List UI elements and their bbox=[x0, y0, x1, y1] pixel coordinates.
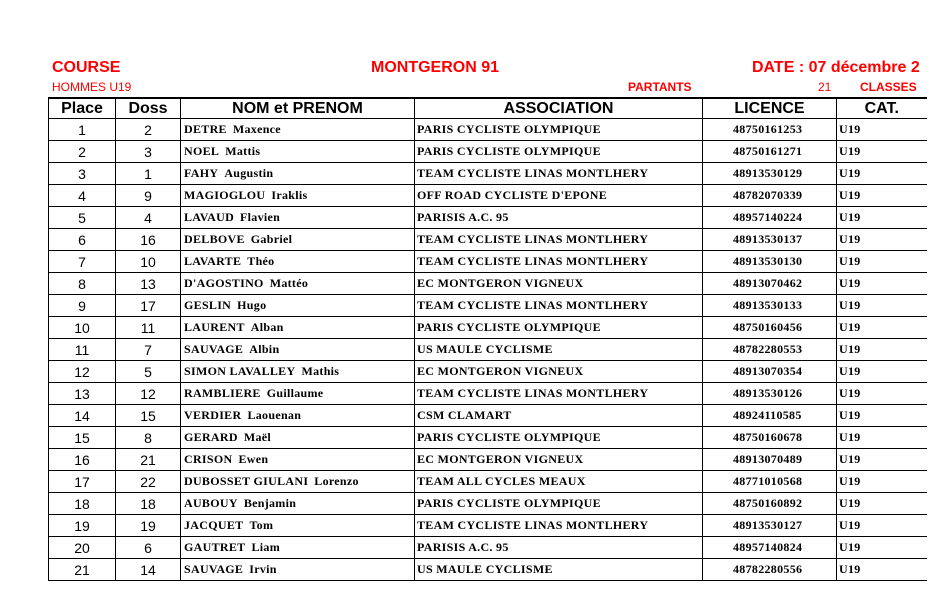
cell-licence: 48913530127 bbox=[703, 515, 837, 537]
partants-label: PARTANTS bbox=[628, 80, 692, 94]
cell-cat: U19 bbox=[837, 559, 927, 581]
cell-name bbox=[181, 537, 415, 559]
last-name: AUBOUY bbox=[184, 496, 238, 510]
last-name: MAGIOGLOU bbox=[184, 188, 266, 202]
cell-association: TEAM ALL CYCLES MEAUX bbox=[415, 471, 703, 493]
cell-cat: U19 bbox=[837, 163, 927, 185]
col-header-licence: LICENCE bbox=[703, 98, 837, 119]
cell-doss: 11 bbox=[116, 317, 181, 339]
cell-licence: 48782070339 bbox=[703, 185, 837, 207]
last-name: NOEL bbox=[184, 144, 220, 158]
first-name: Maxence bbox=[232, 122, 281, 136]
table-row bbox=[49, 493, 927, 515]
cell-doss: 12 bbox=[116, 383, 181, 405]
first-name: Benjamin bbox=[243, 496, 297, 510]
cell-cat: U19 bbox=[837, 295, 927, 317]
cell-doss: 18 bbox=[116, 493, 181, 515]
cell-association: PARISIS A.C. 95 bbox=[415, 537, 703, 559]
cell-name bbox=[181, 141, 415, 163]
classes-label: CLASSES bbox=[860, 80, 917, 94]
cell-doss: 15 bbox=[116, 405, 181, 427]
table-row bbox=[49, 383, 927, 405]
cell-name bbox=[181, 273, 415, 295]
cell-cat: U19 bbox=[837, 207, 927, 229]
cell-cat: U19 bbox=[837, 339, 927, 361]
first-name: Laouenan bbox=[247, 408, 302, 422]
cell-place: 11 bbox=[49, 339, 116, 361]
cell-place: 10 bbox=[49, 317, 116, 339]
cell-name bbox=[181, 493, 415, 515]
first-name: Mattéo bbox=[269, 276, 309, 290]
cell-doss: 1 bbox=[116, 163, 181, 185]
first-name: Flavien bbox=[240, 210, 281, 224]
cell-licence: 48913530133 bbox=[703, 295, 837, 317]
cell-doss: 13 bbox=[116, 273, 181, 295]
col-header-association: ASSOCIATION bbox=[415, 98, 703, 119]
cell-name bbox=[181, 383, 415, 405]
cell-place: 8 bbox=[49, 273, 116, 295]
cell-licence: 48913070462 bbox=[703, 273, 837, 295]
cell-association: US MAULE CYCLISME bbox=[415, 559, 703, 581]
table-row bbox=[49, 405, 927, 427]
col-header-nom: NOM et PRENOM bbox=[181, 98, 415, 119]
cell-place: 17 bbox=[49, 471, 116, 493]
cell-licence: 48750160678 bbox=[703, 427, 837, 449]
cell-name bbox=[181, 339, 415, 361]
first-name: Théo bbox=[247, 254, 275, 268]
last-name: JACQUET bbox=[184, 518, 244, 532]
cell-place: 5 bbox=[49, 207, 116, 229]
cell-cat: U19 bbox=[837, 119, 927, 141]
cell-licence: 48750160892 bbox=[703, 493, 837, 515]
table-row bbox=[49, 339, 927, 361]
last-name: SAUVAGE bbox=[184, 562, 244, 576]
cell-association: TEAM CYCLISTE LINAS MONTLHERY bbox=[415, 515, 703, 537]
last-name: LAURENT bbox=[184, 320, 245, 334]
cell-association: PARIS CYCLISTE OLYMPIQUE bbox=[415, 141, 703, 163]
cell-doss: 2 bbox=[116, 119, 181, 141]
col-header-doss: Doss bbox=[116, 98, 181, 119]
last-name: D'AGOSTINO bbox=[184, 276, 264, 290]
cell-name bbox=[181, 185, 415, 207]
cell-cat: U19 bbox=[837, 493, 927, 515]
category-label: HOMMES U19 bbox=[52, 80, 132, 94]
cell-name bbox=[181, 361, 415, 383]
first-name: Mathis bbox=[301, 364, 340, 378]
cell-doss: 4 bbox=[116, 207, 181, 229]
cell-name bbox=[181, 207, 415, 229]
first-name: Alban bbox=[250, 320, 284, 334]
last-name: RAMBLIERE bbox=[184, 386, 261, 400]
cell-licence: 48771010568 bbox=[703, 471, 837, 493]
cell-place: 3 bbox=[49, 163, 116, 185]
last-name: SAUVAGE bbox=[184, 342, 244, 356]
race-date: DATE : 07 décembre 2 bbox=[752, 59, 920, 76]
first-name: Gabriel bbox=[250, 232, 293, 246]
cell-doss: 7 bbox=[116, 339, 181, 361]
last-name: LAVAUD bbox=[184, 210, 235, 224]
cell-place: 14 bbox=[49, 405, 116, 427]
cell-cat: U19 bbox=[837, 471, 927, 493]
cell-licence: 48750161253 bbox=[703, 119, 837, 141]
cell-association: PARISIS A.C. 95 bbox=[415, 207, 703, 229]
cell-licence: 48957140824 bbox=[703, 537, 837, 559]
cell-cat: U19 bbox=[837, 537, 927, 559]
race-name: MONTGERON 91 bbox=[371, 59, 500, 76]
partants-count: 21 bbox=[818, 80, 832, 94]
last-name: GESLIN bbox=[184, 298, 232, 312]
table-row bbox=[49, 317, 927, 339]
cell-name bbox=[181, 163, 415, 185]
table-row bbox=[49, 273, 927, 295]
cell-name bbox=[181, 317, 415, 339]
first-name: Hugo bbox=[237, 298, 267, 312]
cell-doss: 16 bbox=[116, 229, 181, 251]
cell-cat: U19 bbox=[837, 141, 927, 163]
cell-name bbox=[181, 405, 415, 427]
cell-doss: 22 bbox=[116, 471, 181, 493]
results-table bbox=[48, 97, 927, 581]
cell-association: EC MONTGERON VIGNEUX bbox=[415, 273, 703, 295]
cell-place: 20 bbox=[49, 537, 116, 559]
course-label: COURSE bbox=[52, 59, 121, 76]
last-name: GAUTRET bbox=[184, 540, 246, 554]
cell-licence: 48782280556 bbox=[703, 559, 837, 581]
cell-name bbox=[181, 427, 415, 449]
cell-place: 9 bbox=[49, 295, 116, 317]
last-name: VERDIER bbox=[184, 408, 242, 422]
cell-cat: U19 bbox=[837, 361, 927, 383]
cell-licence: 48750160456 bbox=[703, 317, 837, 339]
cell-association: TEAM CYCLISTE LINAS MONTLHERY bbox=[415, 383, 703, 405]
cell-licence: 48913530129 bbox=[703, 163, 837, 185]
cell-licence: 48913530126 bbox=[703, 383, 837, 405]
cell-place: 7 bbox=[49, 251, 116, 273]
cell-name bbox=[181, 229, 415, 251]
cell-place: 4 bbox=[49, 185, 116, 207]
cell-place: 1 bbox=[49, 119, 116, 141]
cell-name bbox=[181, 119, 415, 141]
cell-place: 16 bbox=[49, 449, 116, 471]
cell-place: 2 bbox=[49, 141, 116, 163]
cell-association: CSM CLAMART bbox=[415, 405, 703, 427]
cell-cat: U19 bbox=[837, 383, 927, 405]
cell-doss: 9 bbox=[116, 185, 181, 207]
cell-association: US MAULE CYCLISME bbox=[415, 339, 703, 361]
cell-association: TEAM CYCLISTE LINAS MONTLHERY bbox=[415, 229, 703, 251]
table-row bbox=[49, 207, 927, 229]
cell-licence: 48782280553 bbox=[703, 339, 837, 361]
cell-place: 12 bbox=[49, 361, 116, 383]
cell-cat: U19 bbox=[837, 229, 927, 251]
cell-licence: 48924110585 bbox=[703, 405, 837, 427]
table-header-row bbox=[49, 98, 927, 119]
cell-association: TEAM CYCLISTE LINAS MONTLHERY bbox=[415, 163, 703, 185]
cell-doss: 6 bbox=[116, 537, 181, 559]
cell-doss: 8 bbox=[116, 427, 181, 449]
cell-association: EC MONTGERON VIGNEUX bbox=[415, 449, 703, 471]
table-row bbox=[49, 427, 927, 449]
cell-doss: 5 bbox=[116, 361, 181, 383]
last-name: GERARD bbox=[184, 430, 238, 444]
cell-name bbox=[181, 295, 415, 317]
cell-association: PARIS CYCLISTE OLYMPIQUE bbox=[415, 427, 703, 449]
table-row bbox=[49, 471, 927, 493]
cell-licence: 48957140224 bbox=[703, 207, 837, 229]
cell-name bbox=[181, 449, 415, 471]
cell-association: TEAM CYCLISTE LINAS MONTLHERY bbox=[415, 295, 703, 317]
col-header-place: Place bbox=[49, 98, 116, 119]
last-name: LAVARTE bbox=[184, 254, 242, 268]
table-row bbox=[49, 141, 927, 163]
cell-name bbox=[181, 515, 415, 537]
cell-name bbox=[181, 471, 415, 493]
cell-doss: 14 bbox=[116, 559, 181, 581]
first-name: Albin bbox=[249, 342, 280, 356]
cell-cat: U19 bbox=[837, 317, 927, 339]
table-row bbox=[49, 163, 927, 185]
last-name: DUBOSSET GIULANI bbox=[184, 474, 309, 488]
table-row bbox=[49, 537, 927, 559]
cell-place: 19 bbox=[49, 515, 116, 537]
first-name: Ewen bbox=[238, 452, 269, 466]
first-name: Mattis bbox=[225, 144, 261, 158]
cell-place: 21 bbox=[49, 559, 116, 581]
cell-licence: 48750161271 bbox=[703, 141, 837, 163]
first-name: Irvin bbox=[249, 562, 277, 576]
cell-doss: 3 bbox=[116, 141, 181, 163]
cell-cat: U19 bbox=[837, 251, 927, 273]
first-name: Guillaume bbox=[266, 386, 324, 400]
cell-association: OFF ROAD CYCLISTE D'EPONE bbox=[415, 185, 703, 207]
table-row bbox=[49, 449, 927, 471]
table-row bbox=[49, 185, 927, 207]
first-name: Lorenzo bbox=[314, 474, 359, 488]
table-row bbox=[49, 361, 927, 383]
last-name: CRISON bbox=[184, 452, 233, 466]
cell-cat: U19 bbox=[837, 427, 927, 449]
table-row bbox=[49, 559, 927, 581]
cell-association: PARIS CYCLISTE OLYMPIQUE bbox=[415, 119, 703, 141]
cell-name bbox=[181, 559, 415, 581]
cell-doss: 21 bbox=[116, 449, 181, 471]
first-name: Iraklis bbox=[271, 188, 308, 202]
last-name: DETRE bbox=[184, 122, 227, 136]
cell-doss: 10 bbox=[116, 251, 181, 273]
cell-place: 13 bbox=[49, 383, 116, 405]
first-name: Tom bbox=[249, 518, 274, 532]
table-row bbox=[49, 295, 927, 317]
table-row bbox=[49, 515, 927, 537]
cell-association: PARIS CYCLISTE OLYMPIQUE bbox=[415, 493, 703, 515]
col-header-cat: CAT. bbox=[837, 98, 927, 119]
cell-licence: 48913530137 bbox=[703, 229, 837, 251]
cell-place: 18 bbox=[49, 493, 116, 515]
cell-cat: U19 bbox=[837, 185, 927, 207]
cell-place: 15 bbox=[49, 427, 116, 449]
cell-association: TEAM CYCLISTE LINAS MONTLHERY bbox=[415, 251, 703, 273]
first-name: Augustin bbox=[224, 166, 274, 180]
cell-licence: 48913070354 bbox=[703, 361, 837, 383]
cell-place: 6 bbox=[49, 229, 116, 251]
cell-doss: 19 bbox=[116, 515, 181, 537]
cell-doss: 17 bbox=[116, 295, 181, 317]
cell-association: EC MONTGERON VIGNEUX bbox=[415, 361, 703, 383]
cell-cat: U19 bbox=[837, 449, 927, 471]
last-name: SIMON LAVALLEY bbox=[184, 364, 296, 378]
cell-name bbox=[181, 251, 415, 273]
table-row bbox=[49, 119, 927, 141]
last-name: DELBOVE bbox=[184, 232, 245, 246]
cell-licence: 48913070489 bbox=[703, 449, 837, 471]
cell-cat: U19 bbox=[837, 515, 927, 537]
cell-association: PARIS CYCLISTE OLYMPIQUE bbox=[415, 317, 703, 339]
last-name: FAHY bbox=[184, 166, 219, 180]
cell-cat: U19 bbox=[837, 273, 927, 295]
table-row bbox=[49, 229, 927, 251]
first-name: Liam bbox=[251, 540, 280, 554]
table-row bbox=[49, 251, 927, 273]
first-name: Maël bbox=[243, 430, 271, 444]
cell-licence: 48913530130 bbox=[703, 251, 837, 273]
cell-cat: U19 bbox=[837, 405, 927, 427]
